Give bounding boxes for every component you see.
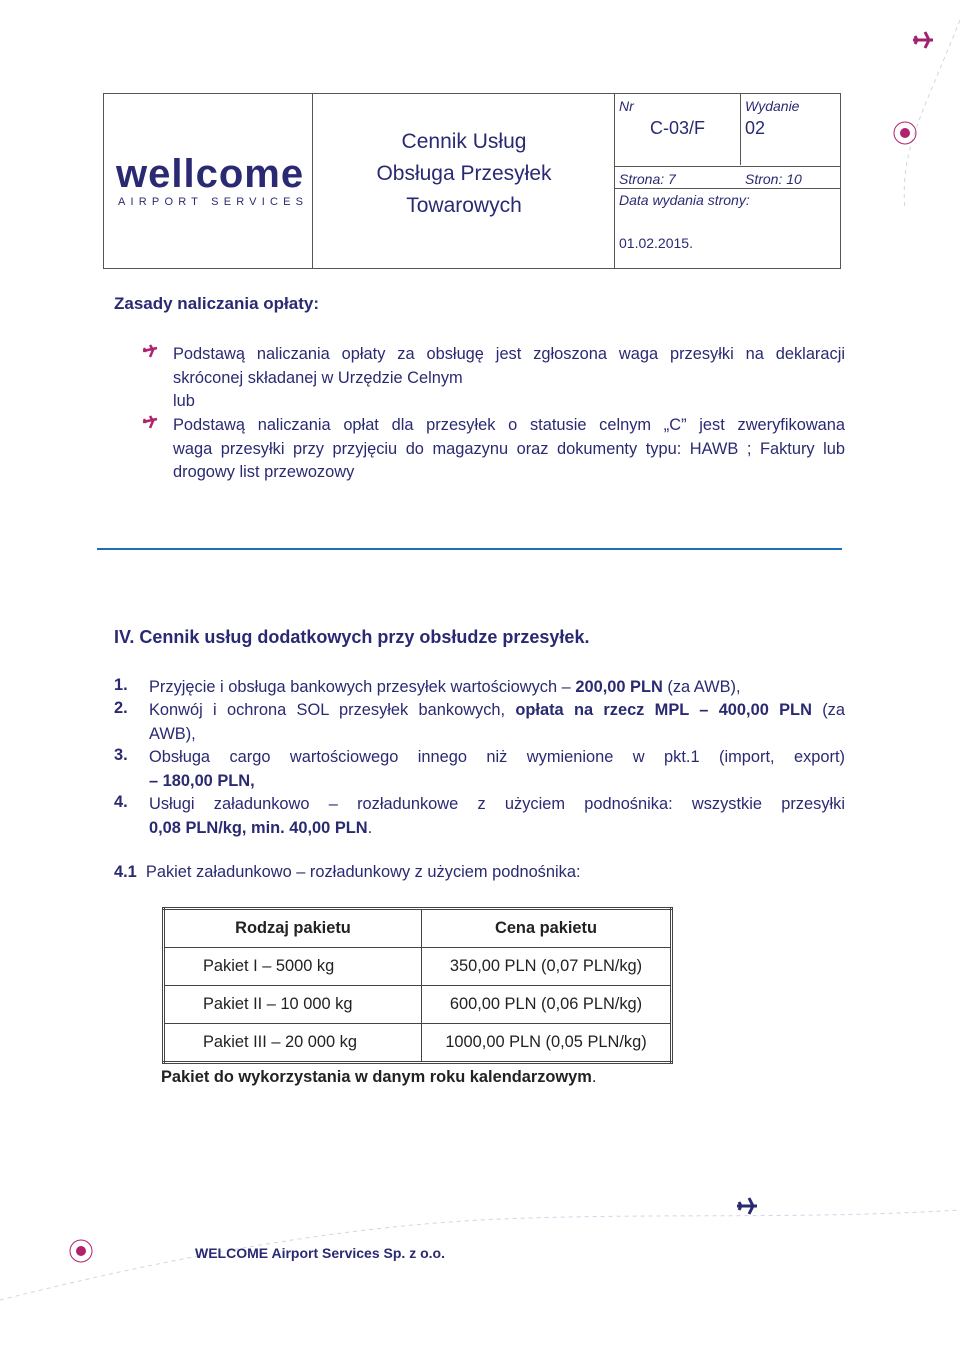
zasady-line: waga przesyłki przy przyjęciu do magazynu oraz dokumenty typu: HAWB ; Faktury lub <box>173 439 845 458</box>
table-cell: 350,00 PLN (0,07 PLN/kg) <box>422 948 672 986</box>
item-line: Usługi załadunkowo – rozładunkowe z użyciem podnośnika: wszystkie przesyłki <box>149 795 845 813</box>
strona: Strona: 7 <box>619 171 676 187</box>
data-label: Data wydania strony: <box>619 192 750 208</box>
list-item <box>149 746 845 793</box>
bullet-plane-icon <box>142 415 158 429</box>
item-text: Konwój i ochrona SOL przesyłek bankowych, <box>149 701 516 719</box>
table-header: Cena pakietu <box>422 909 672 948</box>
item-line <box>149 699 845 723</box>
table-cell: 600,00 PLN (0,06 PLN/kg) <box>422 986 672 1024</box>
dot-icon <box>66 1236 96 1266</box>
doc-title-line-2: Obsługa Przesyłek <box>376 162 552 185</box>
subsection-text: Pakiet załadunkowo – rozładunkowy z użyciem podnośnika: <box>145 863 581 881</box>
item-text: (za AWB), <box>662 678 741 696</box>
zasady-line: drogowy list przewozowy <box>173 463 355 481</box>
zasady-line: Podstawą naliczania opłaty za obsługę jest zgłoszona waga przesyłki na deklaracji <box>173 345 845 363</box>
wydanie-label: Wydanie <box>745 98 800 114</box>
item-price: 200,00 PLN <box>575 678 663 696</box>
plane-icon <box>734 1193 760 1219</box>
item-price: opłata na rzecz MPL – 400,00 PLN <box>515 701 812 719</box>
zasady-line: Podstawą naliczania opłat dla przesyłek o statusie celnym „C” jest zweryfikowana <box>173 416 845 434</box>
item-number: 4. <box>114 793 128 811</box>
table-header-row <box>164 909 672 948</box>
list-item <box>149 676 845 700</box>
table-cell: Pakiet I – 5000 kg <box>164 948 422 986</box>
dot-icon <box>890 118 920 148</box>
zasady-line: lub <box>173 392 195 410</box>
table-note <box>161 1068 596 1087</box>
table-cell: Pakiet III – 20 000 kg <box>164 1024 422 1063</box>
nr-label: Nr <box>619 98 634 114</box>
footer-company: WELCOME Airport Services Sp. z o.o. <box>195 1245 445 1261</box>
table-cell: Pakiet II – 10 000 kg <box>164 986 422 1024</box>
bullet-plane-icon <box>142 344 158 358</box>
zasady-heading: Zasady naliczania opłaty: <box>114 294 320 313</box>
document-header <box>103 93 841 269</box>
zasady-paragraph-2 <box>173 414 845 485</box>
table-row <box>164 948 672 986</box>
item-line <box>149 817 845 841</box>
data-value: 01.02.2015. <box>619 235 693 251</box>
company-logo: wellcome <box>116 152 305 196</box>
list-item <box>149 793 845 840</box>
item-number: 1. <box>114 676 128 694</box>
doc-title-line-3: Towarowych <box>406 194 522 217</box>
section-divider <box>97 548 842 550</box>
item-text: (za <box>811 701 845 719</box>
note-text: Pakiet do wykorzystania w danym roku kalendarzowym <box>161 1068 592 1086</box>
item-line: AWB), <box>149 724 196 743</box>
list-item <box>149 699 845 746</box>
wydanie-value: 02 <box>745 118 766 138</box>
company-logo-sub: AIRPORT SERVICES <box>118 196 309 208</box>
subsection-heading <box>114 863 581 882</box>
subsection-number: 4.1 <box>114 863 137 881</box>
item-number: 2. <box>114 699 128 717</box>
item-number: 3. <box>114 746 128 764</box>
table-header: Rodzaj pakietu <box>164 909 422 948</box>
item-line: Obsługa cargo wartościowego innego niż wymienione w pkt.1 (import, export) <box>149 748 845 766</box>
section-title: IV. Cennik usług dodatkowych przy obsłudze przesyłek. <box>114 627 590 647</box>
item-text: Przyjęcie i obsługa bankowych przesyłek wartościowych – <box>149 678 576 696</box>
doc-title-line-1: Cennik Usług <box>401 130 527 153</box>
packages-table <box>162 907 673 1064</box>
table-cell: 1000,00 PLN (0,05 PLN/kg) <box>422 1024 672 1063</box>
item-price: – 180,00 PLN, <box>149 771 255 790</box>
note-text: . <box>591 1068 597 1086</box>
zasady-paragraph-1 <box>173 343 845 414</box>
stron: Stron: 10 <box>745 171 802 187</box>
zasady-line: skróconej składanej w Urzędzie Celnym <box>173 368 463 387</box>
nr-value: C-03/F <box>650 118 706 138</box>
table-row <box>164 986 672 1024</box>
plane-icon <box>910 27 936 53</box>
item-price: 0,08 PLN/kg, min. 40,00 PLN <box>149 818 368 837</box>
table-row <box>164 1024 672 1063</box>
item-text: . <box>367 818 373 837</box>
